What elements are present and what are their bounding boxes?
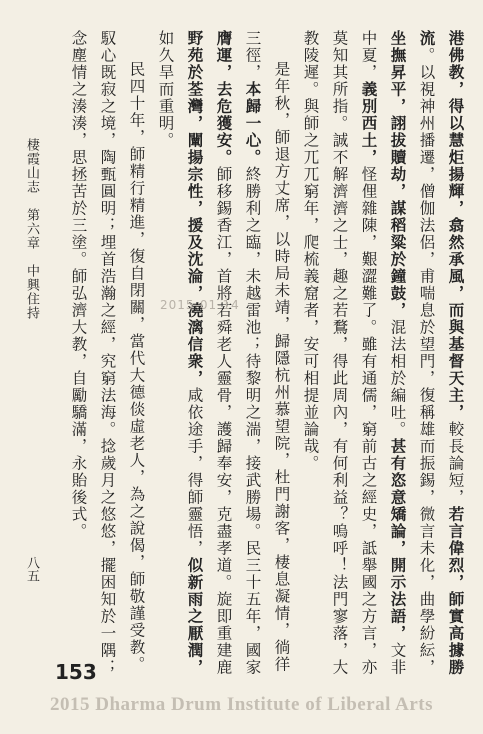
folio-number: 八五 — [24, 556, 39, 582]
text-segment: 如久旱而重明。 — [156, 30, 175, 149]
text-segment: 流 — [417, 30, 437, 47]
text-line — [186, 30, 203, 676]
text-segment: 義別西土， — [359, 81, 379, 166]
text-line — [128, 30, 144, 673]
text-segment: 怪俚雜陳，艱澀難了。雖有通儒，窮前古之經史，詆舉國之方言，亦 — [359, 166, 378, 676]
book-title: 棲霞山志 — [24, 138, 39, 194]
text-segment: 甚有恣意矯論， — [388, 438, 408, 557]
text-line — [99, 30, 115, 676]
text-segment: 混法相於編吐。 — [388, 319, 407, 438]
text-segment: 念塵情之湊湊，思拯苦於三塗。師弘濟大教，自勵驕滿，永貽後式。 — [69, 30, 88, 540]
text-segment: 本歸一心。 — [243, 81, 263, 166]
text-segment: 似新雨之厭潤， — [185, 557, 205, 676]
text-line — [273, 30, 289, 673]
text-segment: 師移錫香江，首將若舜老人靈骨，護歸奉安，克盡孝道。旋即重建鹿 — [214, 166, 233, 676]
text-segment: 民四十年，師精行精進，復自閉關，當代大德倓虛老人，為之說偈，師敬謹受教。 — [127, 61, 146, 673]
running-header — [22, 138, 41, 320]
page-number: 153 — [55, 660, 97, 684]
text-segment: 坐撫昇平，詡拔贖劫，謀稻粱於鐘鼓， — [388, 30, 408, 319]
text-segment: 。以視神州播遷，僧伽法侶，甫喘息於望門，復稱雄而振錫，微言未化，曲學紛紜， — [417, 47, 436, 676]
text-segment: 野苑於荃灣，闡揚宗性，援及沈淪，澆漓信衆， — [185, 30, 205, 387]
text-segment: 咸依途手，得師靈悟， — [185, 387, 204, 557]
text-segment: 三徑， — [243, 30, 262, 81]
text-segment: 莫知其所指。誠不解濟濟之士，趣之若鶩，得此周內，有何利益？嗚呼！法門寥落，大 — [330, 30, 349, 676]
text-line — [244, 30, 261, 676]
text-line — [331, 30, 347, 676]
text-line — [447, 30, 464, 676]
section-label: 中興住持 — [24, 264, 39, 320]
text-segment: 港佛教，得以慧炬揚輝，翕然承風，而與基督天主， — [446, 30, 466, 421]
text-segment: 膺運，去危獲安。 — [214, 30, 234, 166]
text-segment: 若言偉烈，師實高據勝 — [446, 506, 466, 676]
text-segment: 較長論短， — [446, 421, 465, 506]
text-line — [70, 30, 86, 540]
date-stamp: 2015-01-14 — [160, 298, 240, 312]
text-segment: 教陵遲。與師之兀兀窮年，爬梳義窟者，安可相提並論哉。 — [301, 30, 320, 472]
text-line — [360, 30, 377, 676]
text-line — [215, 30, 232, 676]
text-segment: 是年秋，師退方丈席，以時局未靖，歸隱杭州慕望院，杜門謝客，棲息凝情，徜徉 — [272, 61, 291, 673]
text-segment: 終勝利之臨，未越雷池；待黎明之湍，接武勝場。民三十五年，國家 — [243, 166, 262, 676]
footer-watermark: 2015 Dharma Drum Institute of Liberal Arts — [49, 694, 434, 715]
text-segment: 文非 — [388, 642, 407, 676]
text-segment: 馭心既寂之境，陶甄圓明；埋首浩瀚之經，究窮法海。捻歲月之悠悠，擺困知於一隅； — [98, 30, 117, 676]
text-segment: 中夏， — [359, 30, 378, 81]
chapter-label: 第六章 — [24, 208, 39, 250]
text-line — [157, 30, 173, 149]
text-segment: 開示法語， — [388, 557, 408, 642]
text-line — [389, 30, 406, 676]
text-line — [302, 30, 318, 472]
text-line — [418, 30, 435, 676]
